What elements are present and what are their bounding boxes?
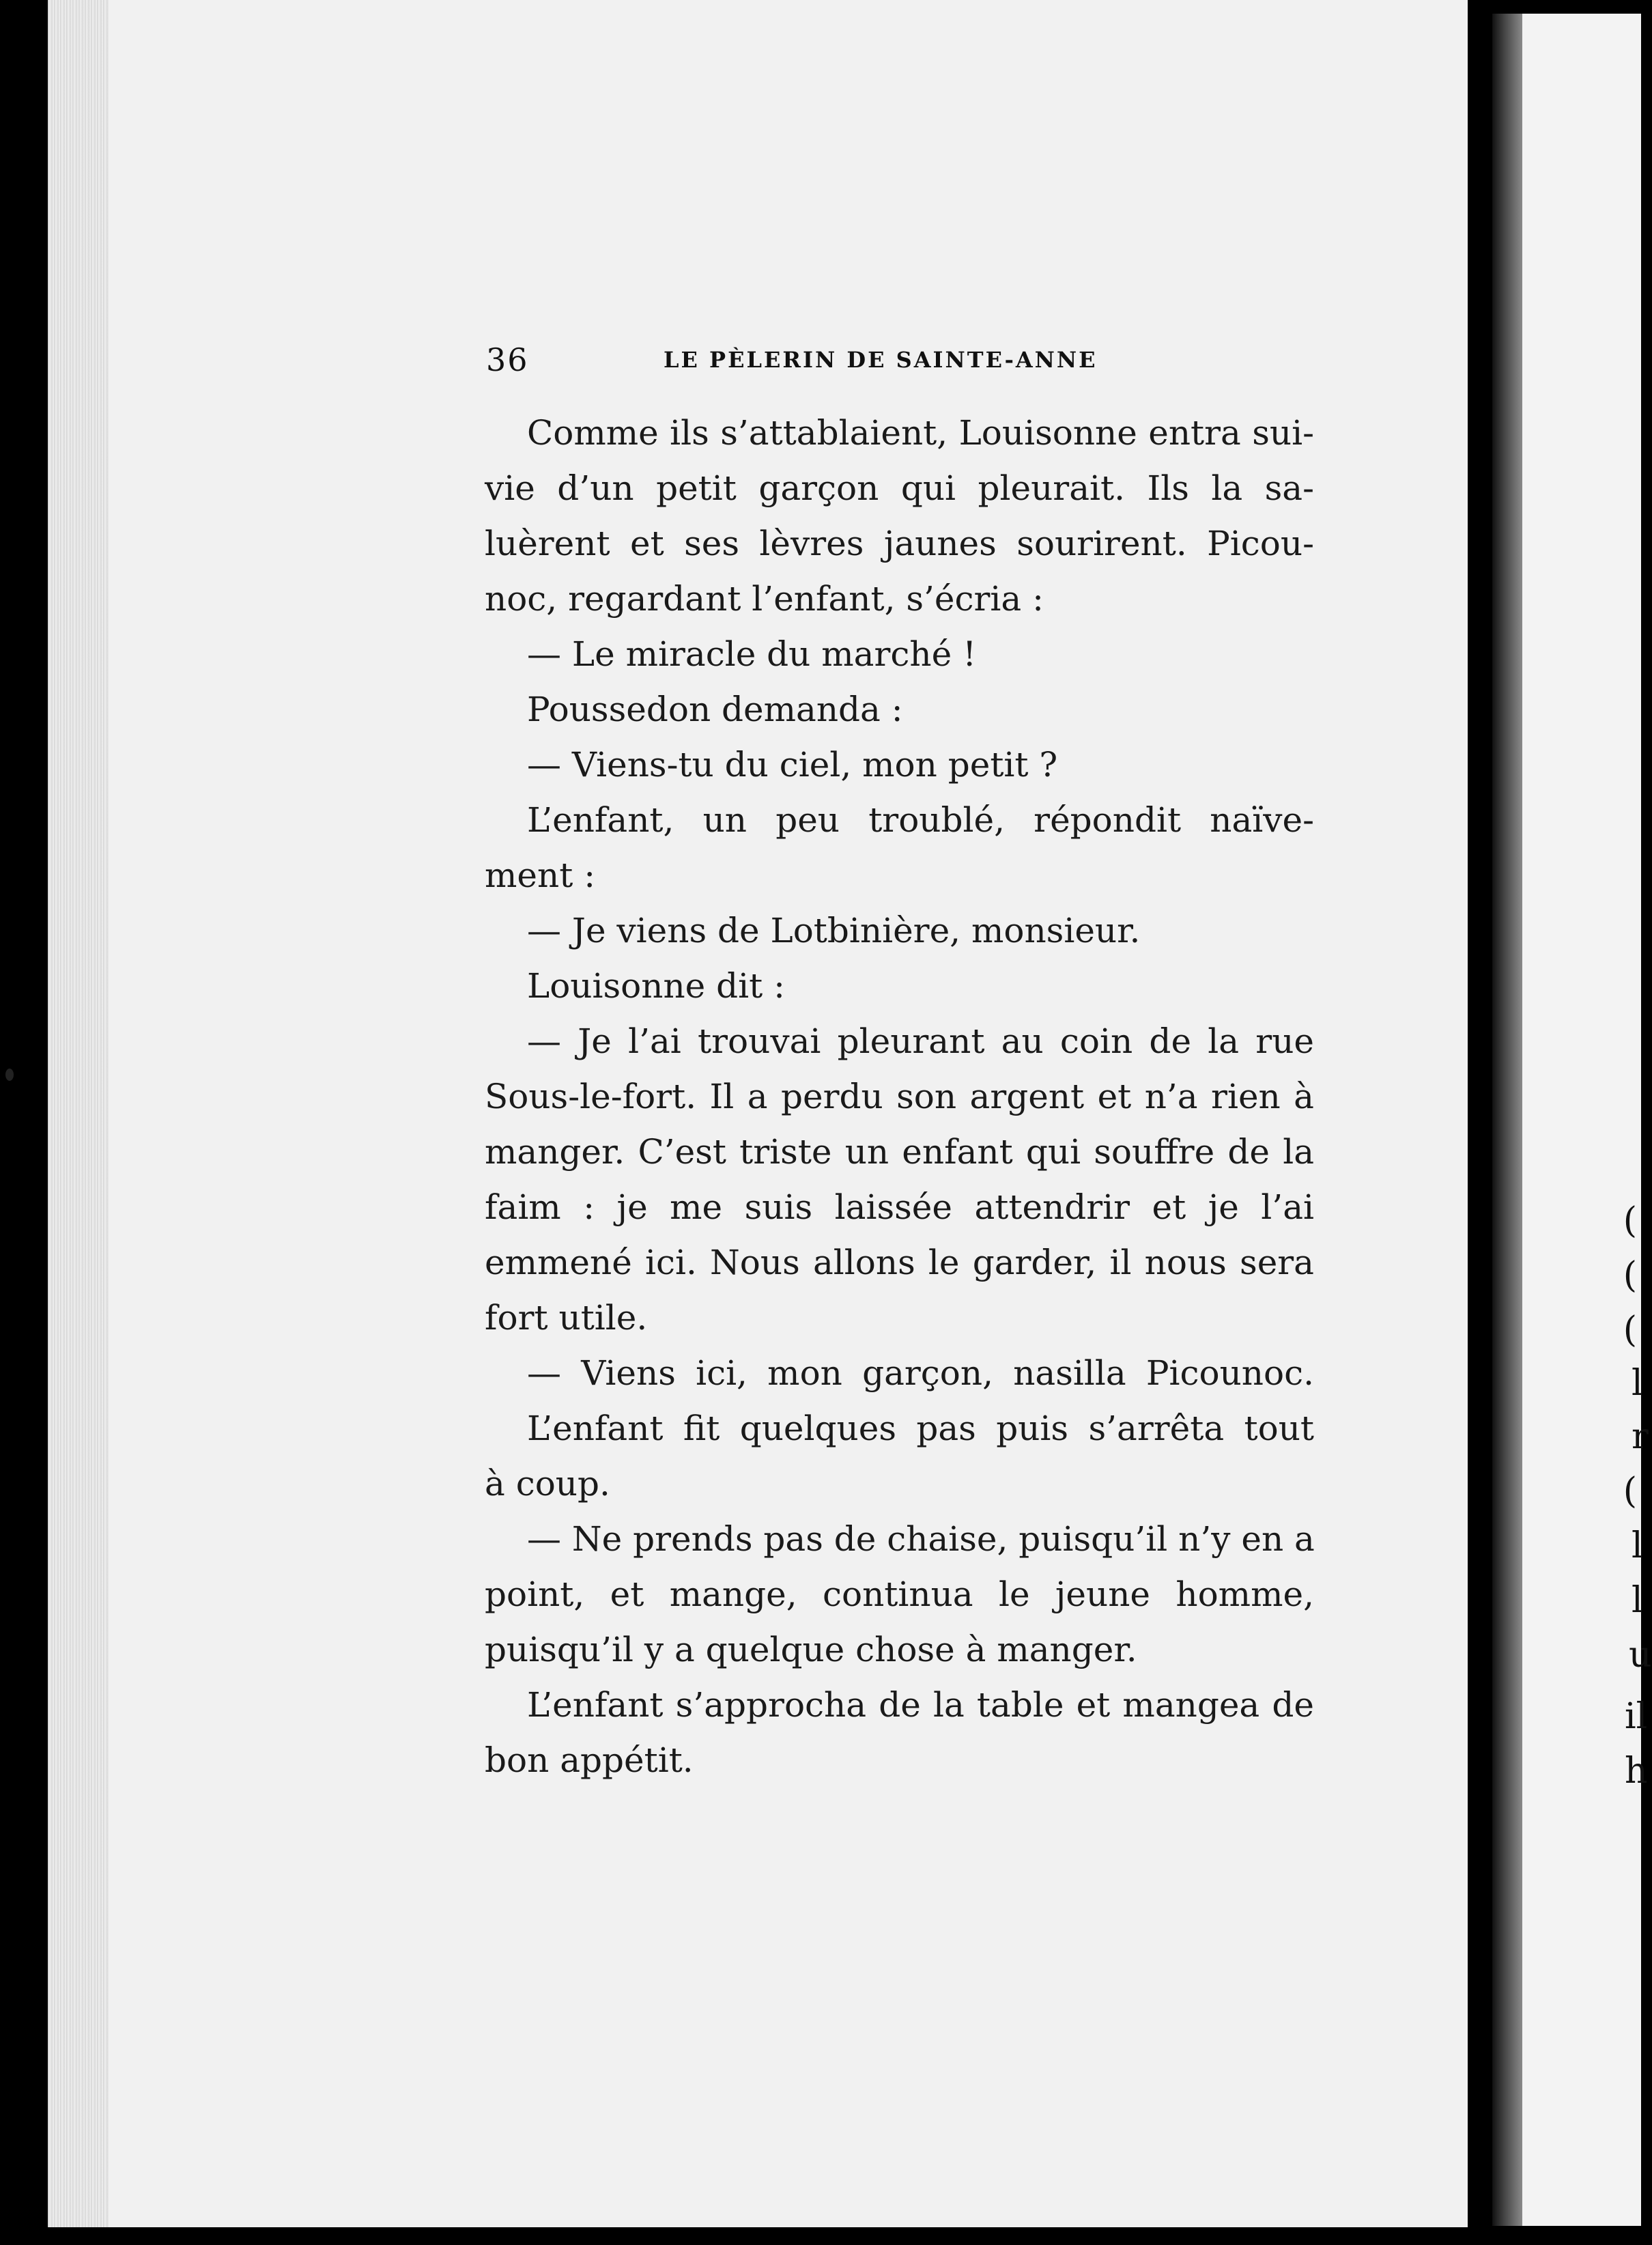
text-line: — Je viens de Lotbinière, monsieur. [527,911,1141,950]
text-line: Poussedon demanda : [527,690,903,729]
page-number: 36 [486,341,529,378]
text-line: — Je l’ai trouvai pleurant au coin de la rue [527,1021,1314,1061]
text-line: vie d’un petit garçon qui pleurait. Ils la sa- [485,468,1314,508]
facing-fragment: ( [1623,1471,1637,1512]
facing-fragment: ( [1623,1200,1637,1241]
text-line: Louisonne dit : [527,966,785,1006]
text-line: — Viens-tu du ciel, mon petit ? [527,745,1058,785]
page-edge-lines [48,0,109,2227]
text-line: manger. C’est triste un enfant qui souffre de la [485,1132,1314,1172]
text-line: noc, regardant l’enfant, s’écria : [485,579,1044,619]
facing-page [1522,14,1652,2226]
facing-fragment: h [1625,1751,1648,1792]
text-line: point, et mange, continua le jeune homme, [485,1575,1314,1614]
text-line: — Ne prends pas de chaise, puisqu’il n’y en a [527,1519,1315,1559]
text-line: puisqu’il y a quelque chose à manger. [485,1630,1137,1669]
text-line: — Le miracle du marché ! [527,634,977,674]
text-line: L’enfant fit quelques pas puis s’arrêta tout [527,1409,1314,1448]
facing-fragment: ( [1623,1255,1637,1296]
running-title: LE PÈLERIN DE SAINTE-ANNE [664,347,1098,373]
facing-fragment: l [1632,1525,1643,1566]
text-line: L’enfant s’approcha de la table et mangea de [527,1685,1314,1725]
book-gutter [1468,0,1492,2245]
text-line: emmené ici. Nous allons le garder, il nous sera [485,1243,1314,1282]
text-line: faim : je me suis laissée attendrir et je l’ai [485,1187,1314,1227]
text-line: — Viens ici, mon garçon, nasilla Picounoc. [527,1353,1314,1393]
text-line: luèrent et ses lèvres jaunes sourirent. Picou- [485,524,1314,563]
text-line: à coup. [485,1464,610,1503]
facing-fragment: u [1629,1635,1652,1676]
gutter-shadow [1492,14,1522,2226]
scan-bottom-edge [0,2227,1641,2245]
facing-fragment: r [1632,1416,1649,1457]
running-head [486,341,1169,389]
text-line: L’enfant, un peu troublé, répondit naïve- [527,800,1314,840]
facing-fragment: il [1625,1696,1648,1737]
scan-speck [5,1069,14,1081]
facing-fragment: ( [1623,1310,1637,1351]
facing-fragment: l [1632,1580,1643,1621]
facing-fragment: l [1632,1363,1643,1404]
text-line: Comme ils s’attablaient, Louisonne entra sui- [527,413,1314,453]
text-line: Sous-le-fort. Il a perdu son argent et n’a rien à [485,1077,1314,1116]
text-line: bon appétit. [485,1740,694,1780]
text-line: ment : [485,856,596,895]
text-line: fort utile. [485,1298,648,1338]
body-text [485,406,1314,1788]
